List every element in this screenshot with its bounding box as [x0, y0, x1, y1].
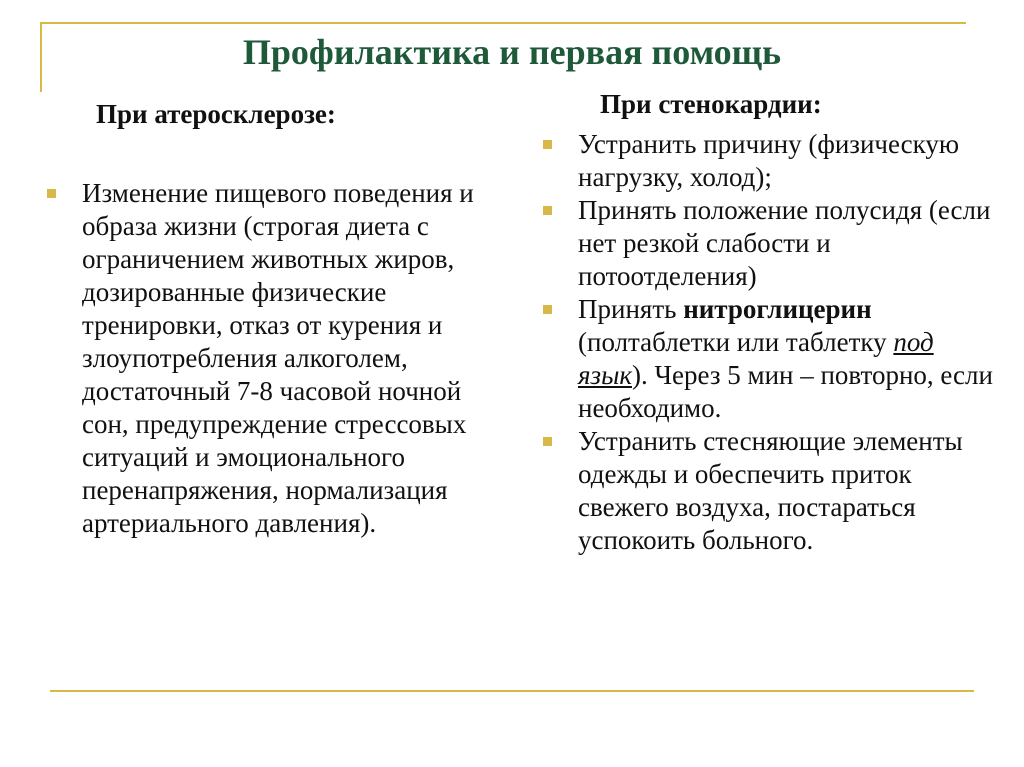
left-bullet-text: Изменение пищевого поведения и образа жизни (строгая диета с ограничением животных жиров, дозированные физические тренировки, отказ от курения и злоупотребления алкоголем, достаточный 7-8 часовой ночной сон, предупреждение стрессовых ситуаций и эмоционального перенапряжения, нормализация артериального давления). [82, 178, 474, 538]
right-bullet-item [538, 425, 1008, 557]
right-bullet-item [538, 293, 1008, 425]
right-bullet-text: Принять положение полусидя (если нет резкой слабости и потоотделения) [578, 195, 991, 291]
under-tongue-emphasis: под язык [578, 327, 934, 390]
right-bullet-text-part: (полтаблетки или таблетку [578, 327, 894, 357]
right-bullet-list [538, 128, 1008, 557]
left-bullet-list [42, 177, 512, 540]
right-bullet-text: Устранить причину (физическую нагрузку, холод); [578, 129, 960, 192]
bullet-square-icon [543, 437, 552, 446]
bullet-square-icon [543, 305, 552, 314]
bullet-square-icon [543, 140, 552, 149]
left-bullet-item [42, 177, 512, 540]
bullet-square-icon [47, 189, 56, 198]
right-bullet-item [538, 194, 1008, 293]
bottom-rule [50, 690, 974, 692]
right-bullet-text-part: ). Через 5 мин – повторно, если необходимо. [578, 360, 993, 423]
right-bullet-text-part: Принять [578, 294, 684, 324]
right-bullet-text: Устранить стесняющие элементы одежды и обеспечить приток свежего воздуха, постараться успокоить больного. [578, 426, 963, 555]
top-rule [40, 22, 966, 24]
right-bullet-item [538, 128, 1008, 194]
left-heading: При атеросклерозе: [96, 99, 336, 129]
bullet-square-icon [543, 206, 552, 215]
nitroglycerin-bold: нитроглицерин [683, 294, 872, 324]
right-heading: При стенокардии: [600, 89, 822, 119]
slide-title: Профилактика и первая помощь [242, 32, 782, 72]
